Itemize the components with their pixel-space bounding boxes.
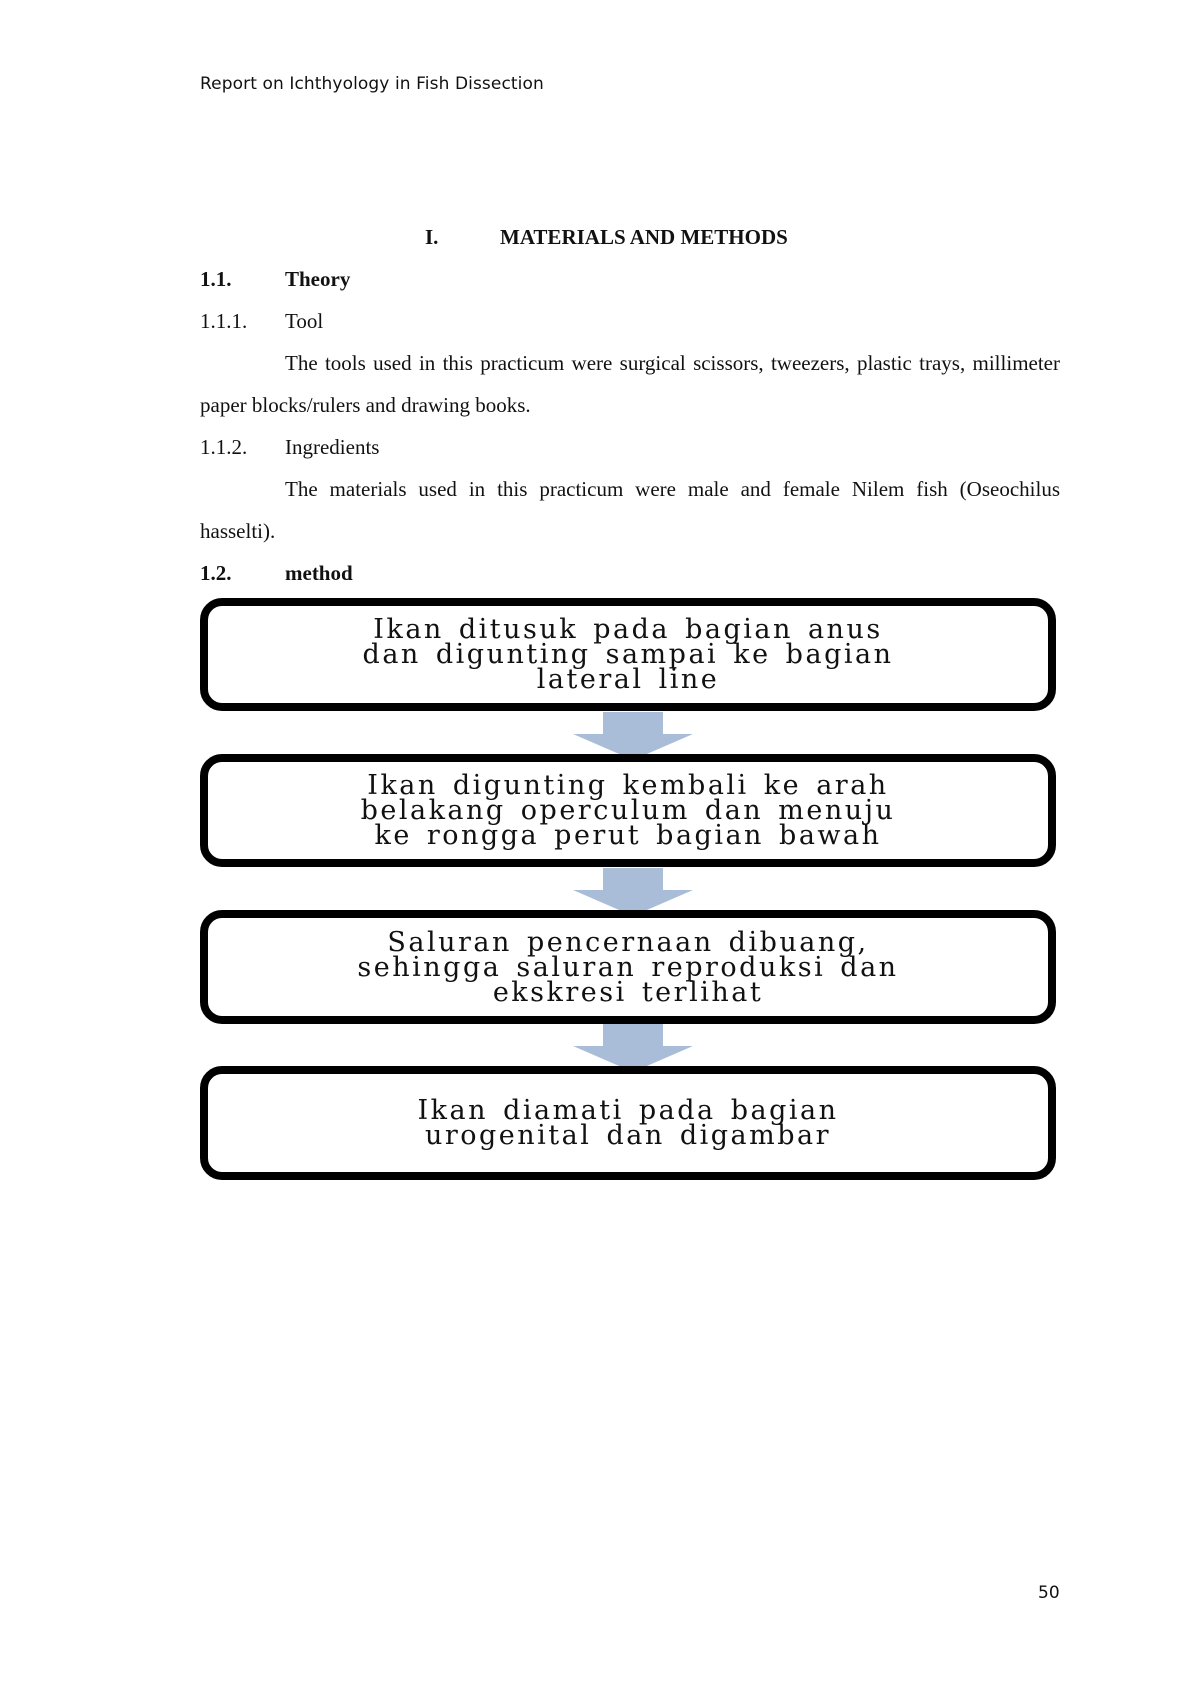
method-number: 1.2. bbox=[200, 561, 232, 585]
flow-step-2 bbox=[200, 754, 1056, 867]
flow-step-4 bbox=[200, 1066, 1056, 1180]
tool-paragraph: The tools used in this practicum were surgical scissors, tweezers, plastic trays, millimeter paper blocks/rulers and drawing books. bbox=[200, 351, 1060, 417]
flow-step-2-line-2: belakang operculum dan menuju bbox=[360, 795, 896, 826]
flow-step-1-line-1: Ikan ditusuk pada bagian anus bbox=[373, 614, 883, 645]
section-number: I. bbox=[425, 225, 439, 249]
ingredients-title: Ingredients bbox=[285, 435, 380, 459]
flow-step-3 bbox=[200, 910, 1056, 1024]
flow-arrow-2-shape bbox=[573, 868, 693, 916]
flow-step-2-text bbox=[360, 770, 896, 851]
theory-number: 1.1. bbox=[200, 267, 232, 291]
flow-step-3-text bbox=[357, 926, 899, 1008]
ingredients-paragraph: The materials used in this practicum were male and female Nilem fish (Oseochilus hasselti). bbox=[200, 477, 1060, 543]
theory-title: Theory bbox=[285, 267, 351, 291]
flow-arrow-1 bbox=[573, 712, 693, 760]
flow-step-1-line-3: lateral line bbox=[536, 664, 720, 695]
method-title: method bbox=[285, 561, 353, 585]
flow-step-3-line-2: sehingga saluran reproduksi dan bbox=[357, 951, 899, 983]
flow-arrow-1-shape bbox=[573, 712, 693, 760]
flow-step-1-line-2: dan digunting sampai ke bagian bbox=[362, 639, 894, 670]
tool-heading bbox=[200, 309, 1060, 339]
flow-step-4-text bbox=[417, 1095, 839, 1151]
tool-number: 1.1.1. bbox=[200, 309, 248, 333]
page-number: 50 bbox=[1038, 1583, 1060, 1603]
flow-step-4-line-1: Ikan diamati pada bagian bbox=[417, 1095, 839, 1126]
section-heading bbox=[200, 225, 1060, 255]
flow-step-1 bbox=[200, 598, 1056, 711]
theory-heading bbox=[200, 267, 1060, 297]
section-title: MATERIALS AND METHODS bbox=[500, 225, 788, 249]
ingredients-heading bbox=[200, 435, 1060, 465]
flow-step-3-line-1: Saluran pencernaan dibuang, bbox=[387, 926, 869, 958]
method-heading bbox=[200, 561, 1060, 591]
tool-title: Tool bbox=[285, 309, 324, 333]
flow-step-4-line-2: urogenital dan digambar bbox=[424, 1120, 832, 1151]
flow-step-2-line-1: Ikan digunting kembali ke arah bbox=[367, 770, 889, 801]
flow-arrow-3 bbox=[573, 1024, 693, 1072]
flow-step-1-text bbox=[362, 614, 894, 695]
running-header: Report on Ichthyology in Fish Dissection bbox=[200, 74, 544, 94]
flow-arrow-3-shape bbox=[573, 1024, 693, 1072]
flow-step-3-line-3: ekskresi terlihat bbox=[492, 976, 764, 1008]
ingredients-number: 1.1.2. bbox=[200, 435, 248, 459]
flow-arrow-2 bbox=[573, 868, 693, 916]
flow-step-2-line-3: ke rongga perut bagian bawah bbox=[374, 820, 882, 851]
